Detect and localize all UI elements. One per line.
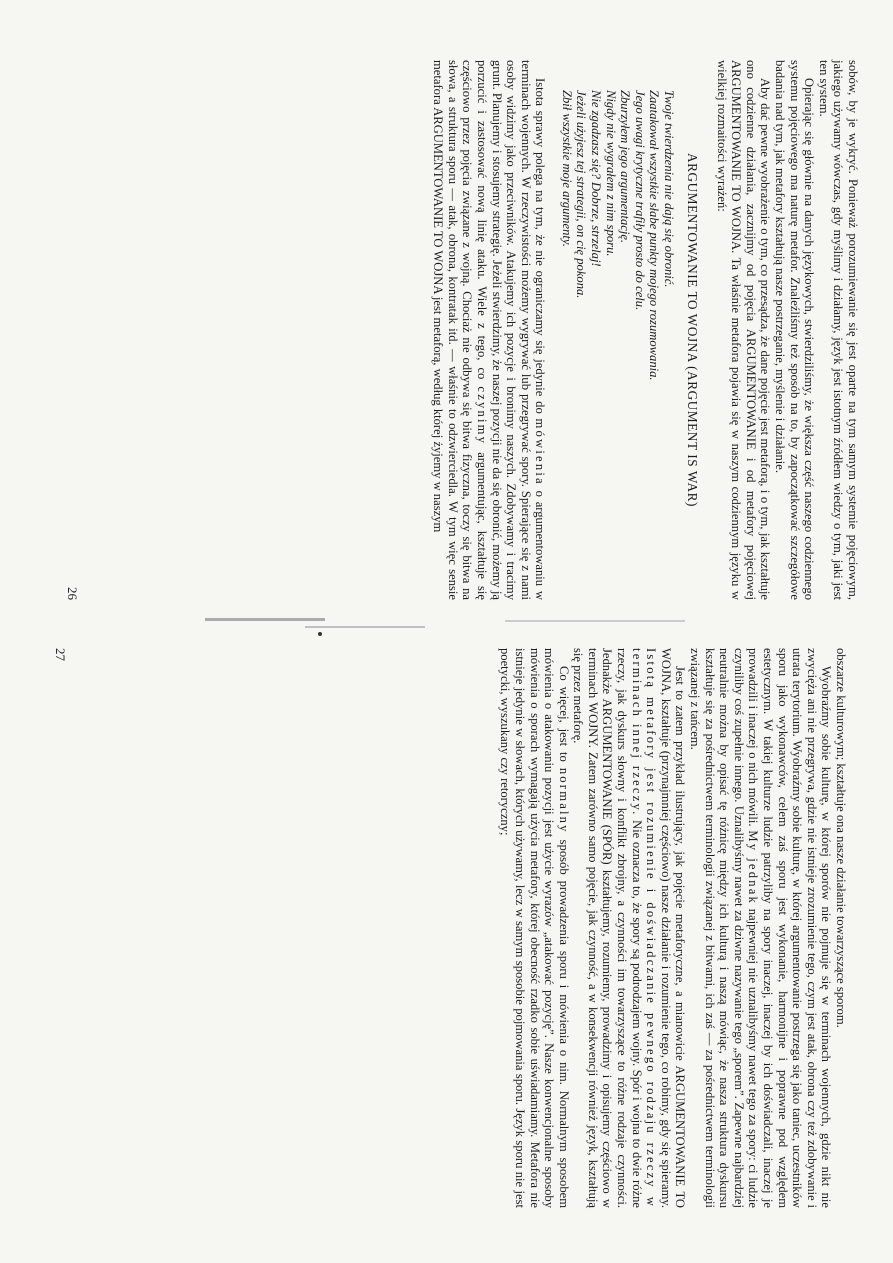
paragraph: Jest to zatem przykład ilustrujący, jak pojęcie metaforyczne, a mianowicie ARGUMENTOWANIE TO WOJNA, kształtuje (przynajmniej częściowo) nasze działanie i rozumienie tego, co robimy, gdy się spieramy. Istotą metafory jest rozumienie i doświadczanie pewnego rodzaju rzeczy w terminach innej rzeczy. Nie oznacza to, że spory są podrodzajem wojny. Spór i wojna to dwie różne rzeczy, jak dyskurs słowny i konflikt zbrojny, a czynności im towarzyszące to różne rodzaje czynności. Jednakże ARGUMENTOWANIE (SPÓR) kształtujemy, rozumiemy, prowadzimy i opisujemy częściowo w terminach WOJNY. Zatem zarówno samo pojęcie, jak czynność, a w konsekwencji również język, kształtują się przez metaforę.: [571, 648, 688, 1208]
page-26-text: [431, 60, 860, 600]
section-heading: ARGUMENTOWANIE TO WOJNA (ARGUMENT IS WAR): [685, 153, 701, 507]
paragraph: Opierając się głównie na danych językowych, stwierdziliśmy, że większa część naszego codziennego systemu pojęciowego ma naturę metafor. Znaleźliśmy też sposób na to, by zapoczątkować szczegółowe badania nad tym, jak metafory kształtują nasze postrzeganie, myślenie i działanie.: [773, 60, 817, 600]
example-line: Zaatakował wszystkie słabe punkty mojego rozumowania.: [647, 90, 662, 381]
page-27: [53, 648, 848, 1209]
paragraph: Wyobraźmy sobie kulturę, w której sporów nie pojmuje się w terminach wojennych, gdzie nikt nie zwycięża ani nie przegrywa, gdzie nie istnieje zrozumienie tego, czym jest atak, obrona czy też zdobywanie i utrata terytorium. Wyobraźmy sobie kulturę, w której argumentowanie postrzega się jako taniec, uczestników sporu jako wykonawców, celem zaś sporu jest wykonanie, harmonijne i poprawne pod względem estetycznym. W takiej kulturze ludzie patrzyliby na spory inaczej, inaczej by ich doświadczali, inaczej je prowadzili i inaczej o nich mówili. My jednak najpewniej nie uznalibyśmy nawet tego za spory: ci ludzie czyniliby coś zupełnie innego. Uznalibyśmy nawet za dziwne nazywanie tego „sporem”. Zapewne najbardziej neutralnie można by opisać tę różnicę między ich kulturą i naszą mówiąc, że nasza struktura dyskursu kształtuje się za pośrednictwem terminologii związanej z bitwami, ich zaś — za pośrednictwem terminologii związanej z tańcem.: [688, 648, 834, 1209]
page-26: [65, 60, 860, 600]
paragraph: Co więcej, jest to normalny sposób prowadzenia sporu i mówienia o nim. Normalnym sposobem mówienia o atakowaniu pozycji jest użycie wyrazów „atakować pozycję”. Nasze konwencjonalne sposoby mówienia o sporach wymagają użycia metafory, której obecność rzadko sobie uświadamiamy. Metafora nie istnieje jedynie w słowach, których używamy, lecz w samym sposobie pojmowania sporu. Język sporu nie jest poetycki, wyszukany czy retoryczny;: [498, 648, 571, 1209]
example-line: Zbił wszystkie moje argumenty.: [559, 90, 574, 247]
example-line: Twoje twierdzenia nie dają się obronić.: [662, 90, 677, 288]
example-line: Nie zgadzasz się? Dobrze, strzelaj!: [589, 90, 604, 267]
example-line: Nigdy nie wygrałem z nim sporu.: [603, 90, 618, 257]
example-line: Jego uwagi krytyczne trafiły prosto do celu.: [632, 90, 647, 311]
paragraph: Aby dać pewne wyobrażenie o tym, co przesądza, że dane pojęcie jest metaforą, i o tym, jak kształtuje ono codzienne działania, zacznijmy od pojęcia ARGUMENTOWANIE i od metafory pojęciowej ARGUMENTOWANIE TO WOJNA. Ta właśnie metafora pojawia się w naszym codziennym języku w wielkiej rozmaitości wyrażeń:: [714, 60, 773, 600]
page-number: 27: [53, 648, 68, 661]
page-number: 26: [65, 587, 80, 600]
example-list: [559, 90, 676, 600]
paragraph: sobów, by je wykryć. Ponieważ porozumiewanie się jest oparte na tym samym systemie pojęciowym, jakiego używamy wówczas, gdy myślimy i działamy, język jest istotnym źródłem wiedzy o tym, jaki jest ten system.: [816, 60, 860, 600]
example-line: Zburzyłem jego argumentację.: [618, 90, 633, 244]
page-27-text: [498, 648, 848, 1208]
paragraph: Istota sprawy polega na tym, że nie ograniczamy się jedynie do mówienia o argumentowaniu w terminach wojennych. W rzeczywistości możemy wygrywać lub przegrywać spory. Spierające się z nami osoby widzimy jako przeciwników. Atakujemy ich pozycje i bronimy naszych. Zdobywamy i tracimy grunt. Planujemy i stosujemy strategię. Jeżeli stwierdzimy, że naszej pozycji nie da się obronić, możemy ją porzucić i zastosować nową linię ataku. Wiele z tego, co czynimy argumentując, kształtuje się częściowo przez pojęcia związane z wojną. Chociaż nie odbywa się bitwa fizyczna, toczy się bitwa na słowa, a struktura sporu — atak, obrona, kontratak itd. — właśnie to odzwierciedla. W tym więc sensie metafora ARGUMENTOWANIE TO WOJNA jest metaforą, według której żyjemy w naszym: [431, 60, 548, 600]
example-line: Jeżeli użyjesz tej strategii, on cię pokona.: [574, 90, 589, 299]
paragraph: obszarze kulturowym; kształtuje ona nasze działanie towarzyszące sporom.: [834, 648, 848, 1028]
fold-line: [205, 612, 805, 626]
